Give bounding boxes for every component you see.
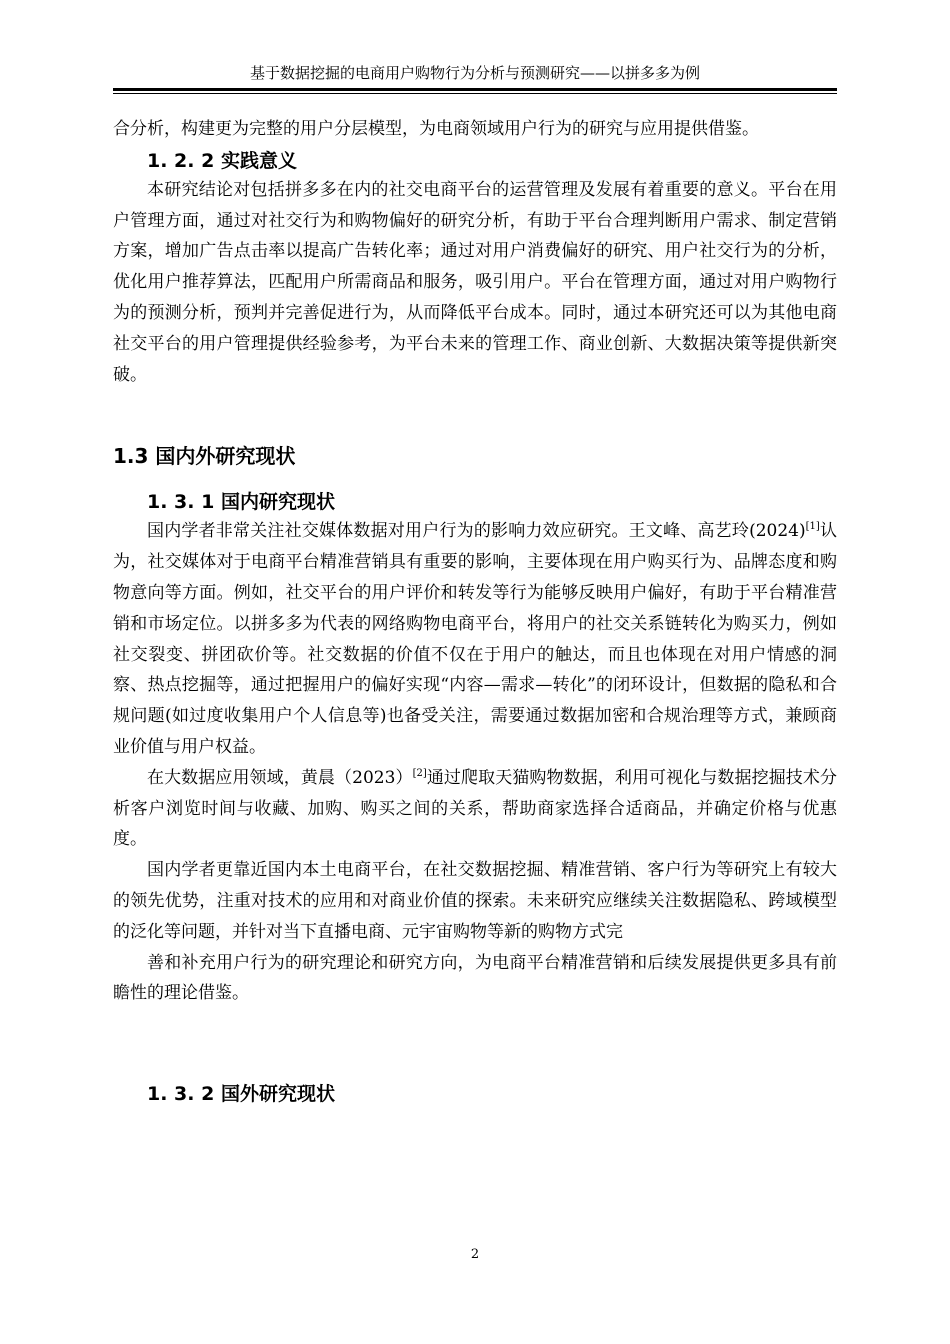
paragraph-practical-significance: 本研究结论对包括拼多多在内的社交电商平台的运营管理及发展有着重要的意义。平台在用户管理方面，通过对社交行为和购物偏好的研究分析，有助于平台合理判断用户需求、制定营销方案，增加广告点击率以提高广告转化率；通过对用户消费偏好的研究、用户社交行为的分析，优化用户推荐算法，匹配用户所需商品和服务，吸引用户。平台在管理方面，通过对用户购物行为的预测分析，预判并完善促进行为，从而降低平台成本。同时，通过本研究还可以为其他电商社交平台的用户管理提供经验参考，为平台未来的管理工作、商业创新、大数据决策等提供新突破。 (113, 179, 837, 385)
paragraph-domestic-social-media (113, 516, 837, 762)
paragraph-domestic-summary: 国内学者更靠近国内本土电商平台，在社交数据挖掘、精准营销、客户行为等研究上有较大的领先优势，注重对技术的应用和对商业价值的探索。未来研究应继续关注数据隐私、跨域模型的泛化等问题，并针对当下直播电商、元宇宙购物等新的购物方式完 (113, 860, 837, 942)
paragraph-domestic-outlook: 善和补充用户行为的研究理论和研究方向，为电商平台精准营销和后续发展提供更多具有前瞻性的理论借鉴。 (113, 952, 837, 1004)
page-number: 2 (470, 1247, 480, 1262)
header-rule-thick (113, 88, 837, 91)
heading-1-3-1: 1. 3. 1 国内研究现状 (147, 491, 335, 514)
running-header: 基于数据挖掘的电商用户购物行为分析与预测研究——以拼多多为例 (249, 64, 700, 82)
header-rule-thin (113, 93, 837, 94)
paragraph-text: 认为，社交媒体对于电商平台精准营销具有重要的影响，主要体现在用户购买行为、品牌态度和购物意向等方面。例如，社交平台的用户评价和转发等行为能够反映用户偏好，有助于平台精准营销和市场定位。以拼多多为代表的网络购物电商平台，将用户的社交关系链转化为购买力，例如社交裂变、拼团砍价等。社交数据的价值不仅在于用户的触达，而且也体现在对用户情感的洞察、热点挖掘等，通过把握用户的偏好实现“内容—需求—转化”的闭环设计，但数据的隐私和合规问题(如过度收集用户个人信息等)也备受关注，需要通过数据加密和合规治理等方式，兼顾商业价值与用户权益。 (113, 521, 837, 757)
paragraph-text: 通过爬取天猫购物数据，利用可视化与数据挖掘技术分析客户浏览时间与收藏、加购、购买之间的关系，帮助商家选择合适商品，并确定价格与优惠度。 (113, 767, 837, 850)
paragraph-text: 在大数据应用领域，黄晨（2023） (147, 767, 413, 788)
citation-ref-2: [2] (412, 767, 427, 779)
paragraph-text: 国内学者非常关注社交媒体数据对用户行为的影响力效应研究。王文峰、高艺玲(2024) (147, 521, 806, 542)
heading-1-2-2: 1. 2. 2 实践意义 (147, 149, 297, 172)
page-body (113, 114, 837, 1107)
paragraph-continuation: 合分析，构建更为完整的用户分层模型，为电商领域用户行为的研究与应用提供借鉴。 (113, 119, 759, 139)
paragraph-domestic-big-data (113, 763, 837, 855)
heading-1-3: 1.3 国内外研究现状 (113, 444, 296, 469)
heading-1-3-2: 1. 3. 2 国外研究现状 (147, 1083, 335, 1106)
citation-ref-1: [1] (805, 521, 820, 533)
